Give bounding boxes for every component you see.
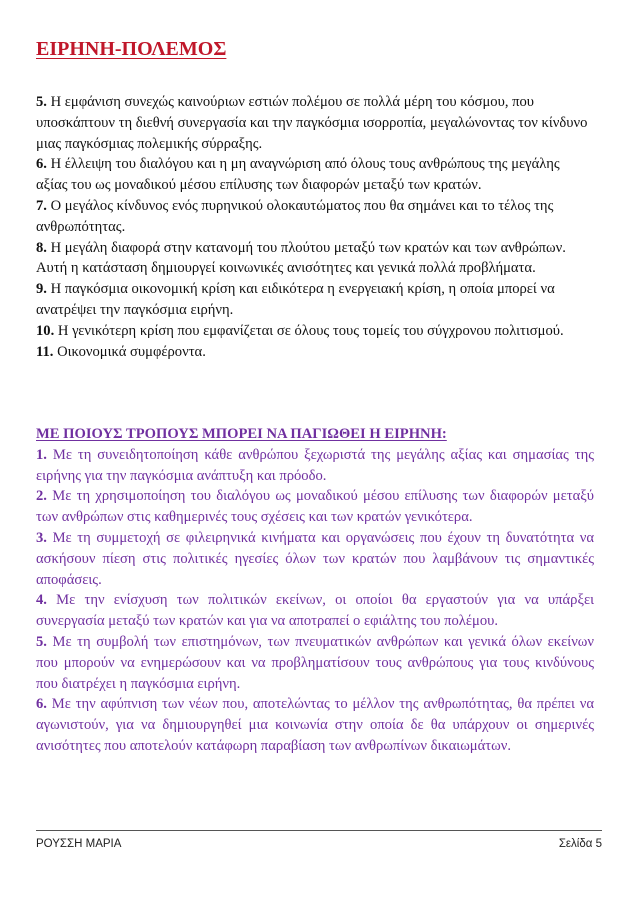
footer-divider — [36, 830, 602, 831]
list-item — [36, 238, 594, 280]
item-text: Με την αφύπνιση των νέων που, αποτελώντας το μέλλον της ανθρωπότητας, θα πρέπει να αγωνιστούν, για να δημιουργηθεί μια κοινωνία στην οποία δε θα υπάρχουν οι σημερινές ανισότητες που αποτελούν κατάφωρη παραβίαση των ανθρωπίνων δικαιωμάτων. — [36, 696, 594, 754]
list-item — [36, 694, 594, 756]
list-item — [36, 528, 594, 590]
list-item — [36, 445, 594, 487]
item-text: Οικονομικά συμφέροντα. — [53, 343, 206, 360]
list-item — [36, 632, 594, 694]
item-number: 10. — [36, 322, 55, 339]
item-number: 1. — [36, 446, 47, 463]
item-text: Με τη συμβολή των επιστημόνων, των πνευματικών ανθρώπων και γενικά όλων εκείνων που μπορούν να ενημερώσουν και να προβληματίσουν τους ανθρώπους για τους κινδύνους που διατρέχει η παγκόσμια ειρήνη. — [36, 633, 594, 692]
item-text: Με τη συνειδητοποίηση κάθε ανθρώπου ξεχωριστά της μεγάλης αξίας και σημασίας της ειρήνης για την παγκόσμια ανάπτυξη και πρόοδο. — [36, 446, 594, 484]
item-text: Ο μεγάλος κίνδυνος ενός πυρηνικού ολοκαυτώματος που θα σημάνει και το τέλος της ανθρωπότητας. — [36, 197, 554, 235]
item-text: Με την ενίσχυση των πολιτικών εκείνων, οι οποίοι θα εργαστούν για να υπάρξει συνεργασία μεταξύ των κρατών και για να αποτραπεί ο εφιάλτης του πολέμου. — [36, 592, 594, 630]
item-text: Με τη συμμετοχή σε φιλειρηνικά κινήματα και οργανώσεις που έχουν τη δυνατότητα να ασκήσουν πίεση στις πολιτικές ηγεσίες όλων των κρατών που λαμβάνουν τις σημαντικές αποφάσεις. — [36, 529, 594, 588]
item-number: 5. — [36, 94, 47, 110]
list-item — [36, 92, 594, 154]
item-number: 4. — [36, 592, 47, 609]
list-item — [36, 154, 594, 196]
peace-methods-list — [36, 424, 594, 757]
item-number: 2. — [36, 488, 47, 505]
item-number: 11. — [36, 343, 54, 360]
list-item — [36, 321, 594, 342]
causes-list — [36, 92, 594, 362]
page-title: ΕΙΡΗΝΗ-ΠΟΛΕΜΟΣ — [36, 38, 227, 60]
item-text: Η εμφάνιση συνεχώς καινούριων εστιών πολέμου σε πολλά μέρη του κόσμου, που υποσκάπτουν τη διεθνή συνεργασία και την παγκόσμια ισορροπία, μεγαλώνοντας τον κίνδυνο μιας παγκόσμιας πολεμικής σύρραξης. — [36, 94, 588, 152]
section-heading: ΜΕ ΠΟΙΟΥΣ ΤΡΟΠΟΥΣ ΜΠΟΡΕΙ ΝΑ ΠΑΓΙΩΘΕΙ Η ΕΙΡΗΝΗ: — [36, 426, 447, 442]
footer-author: ΡΟΥΣΣΗ ΜΑΡΙΑ — [36, 838, 122, 850]
item-text: Με τη χρησιμοποίηση του διαλόγου ως μοναδικού μέσου επίλυσης των διαφορών μεταξύ των ανθρώπων στις καθημερινές τους σχέσεις και των κρατών γενικότερα. — [36, 488, 594, 526]
item-text: Η έλλειψη του διαλόγου και η μη αναγνώριση από όλους τους ανθρώπους της μεγάλης αξίας του ως μοναδικού μέσου επίλυσης των διαφορών μεταξύ των κρατών. — [36, 156, 560, 194]
list-item — [36, 590, 594, 632]
list-item — [36, 196, 594, 238]
item-text: Η παγκόσμια οικονομική κρίση και ειδικότερα η ενεργειακή κρίση, η οποία μπορεί να ανατρέψει την παγκόσμια ειρήνη. — [36, 281, 555, 318]
item-number: 6. — [36, 696, 47, 713]
item-number: 8. — [36, 239, 47, 256]
footer-page-number: Σελίδα 5 — [558, 838, 602, 850]
list-item — [36, 342, 594, 363]
item-number: 7. — [36, 197, 47, 214]
item-number: 5. — [36, 633, 47, 650]
item-text: Η μεγάλη διαφορά στην κατανομή του πλούτου μεταξύ των κρατών και των ανθρώπων. Αυτή η κατάσταση δημιουργεί κοινωνικές ανισότητες και γενικά πολλά προβλήματα. — [36, 239, 566, 277]
list-item — [36, 279, 594, 321]
item-number: 9. — [36, 281, 47, 298]
item-number: 3. — [36, 529, 47, 546]
list-item — [36, 486, 594, 528]
item-number: 6. — [36, 156, 47, 173]
item-text: Η γενικότερη κρίση που εμφανίζεται σε όλους τους τομείς του σύγχρονου πολιτισμού. — [54, 322, 564, 339]
